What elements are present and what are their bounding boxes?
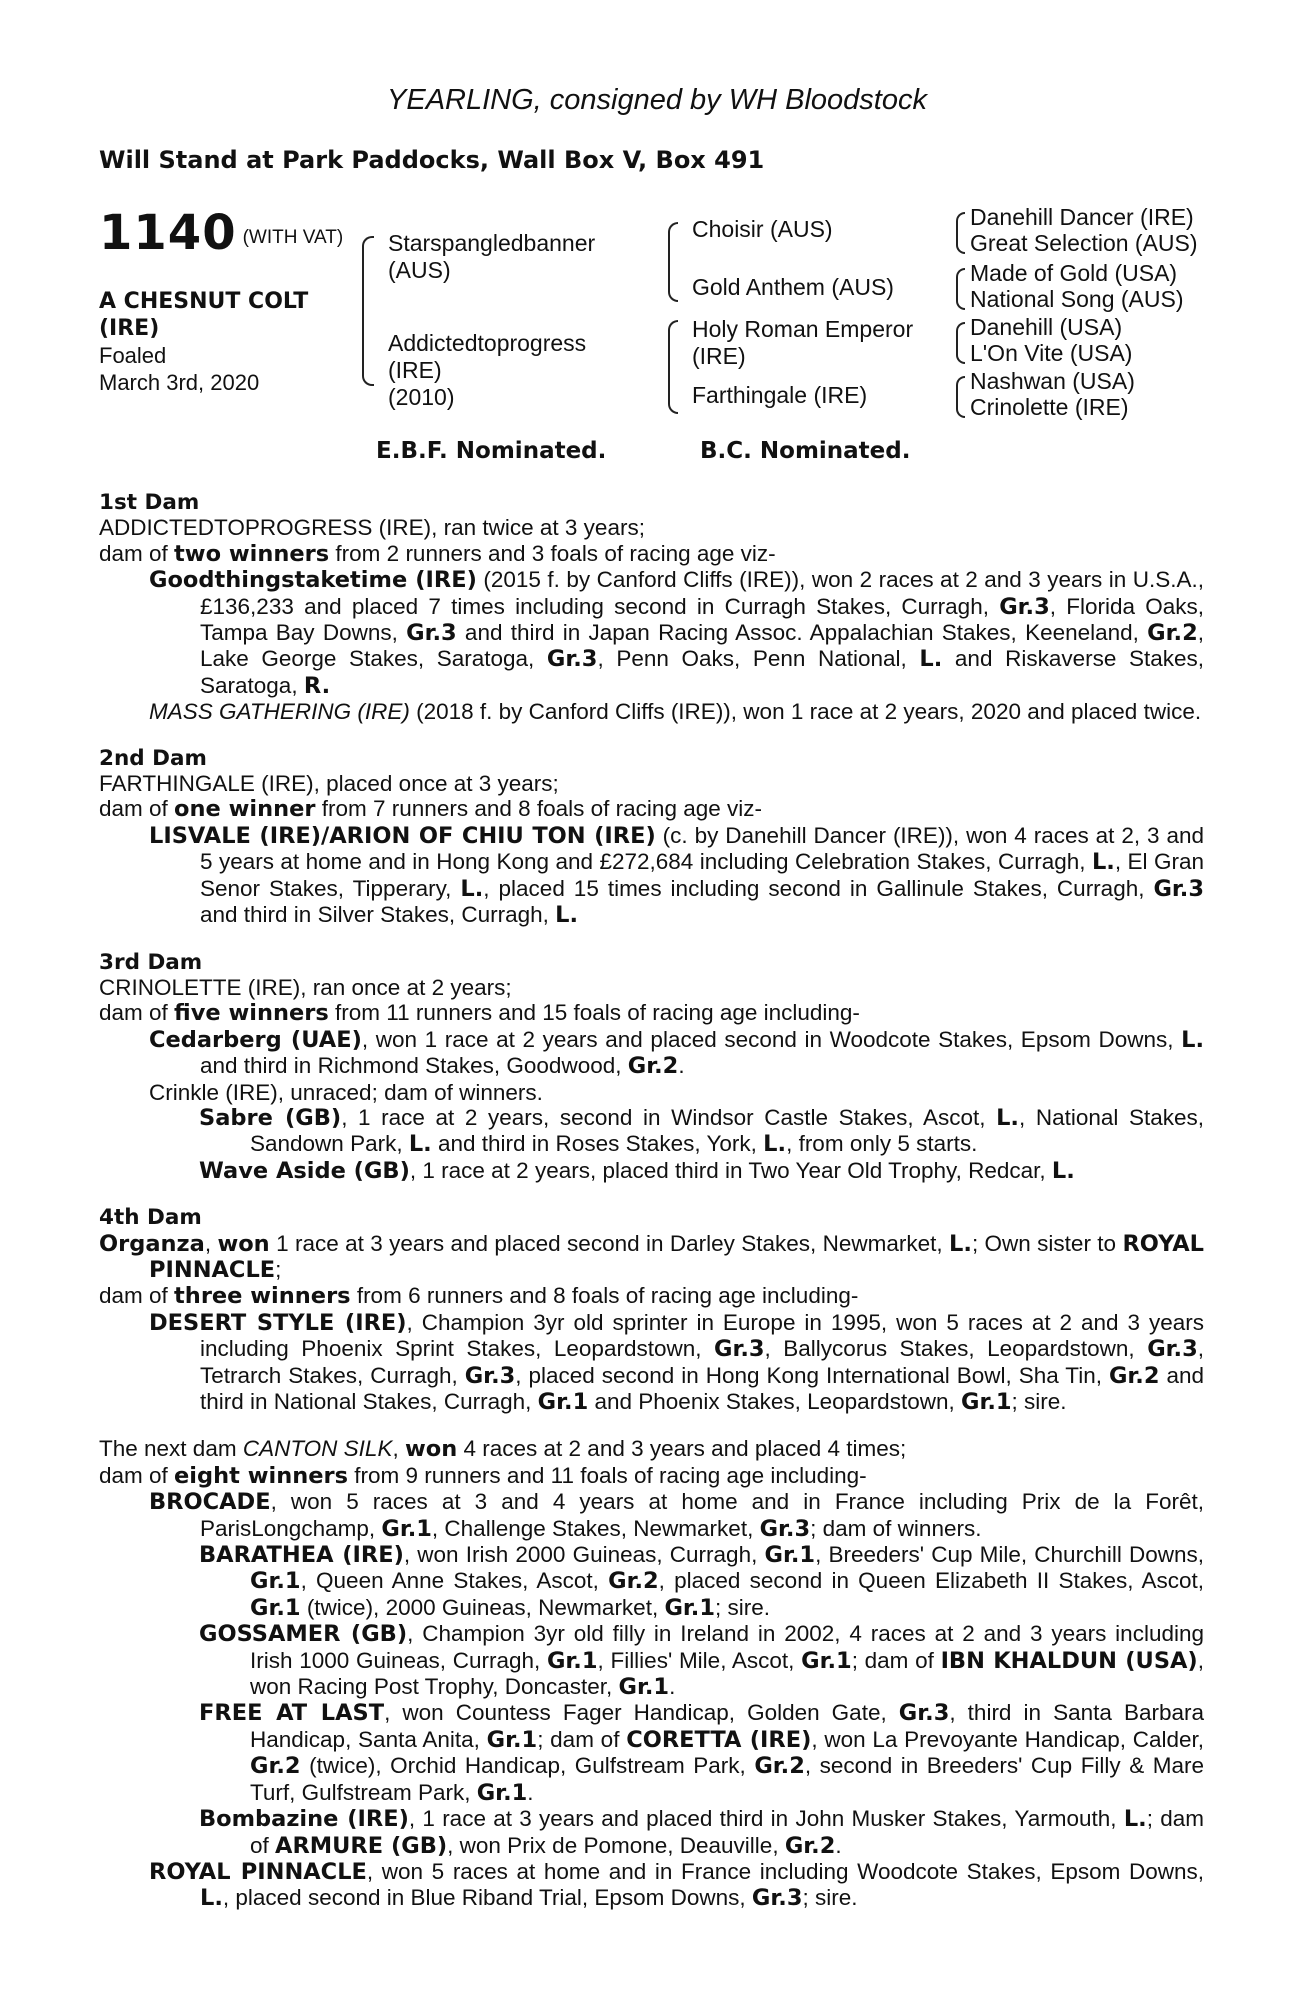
dam-record (99, 490, 1204, 1933)
g3-brace-1 (956, 212, 965, 254)
dam-dam: Farthingale (IRE) (692, 382, 868, 408)
dam-line: FARTHINGALE (IRE), placed once at 3 years; (99, 771, 559, 797)
dam-of-line: dam of two winners from 2 runners and 3 foals of racing age viz- (99, 540, 776, 567)
vat-note: (WITH VAT) (242, 227, 344, 248)
g3-brace-2 (956, 268, 965, 310)
second-dam-section (99, 746, 1204, 929)
dam-sire: Holy Roman Emperor (IRE) (692, 316, 914, 369)
g3-4: National Song (AUS) (970, 286, 1184, 312)
dam-line: Organza, won 1 race at 3 years and placed second in Darley Stakes, Newmarket, L.; Own sister to ROYAL PINNACLE; (99, 1230, 1204, 1283)
grand-progeny-entry: Bombazine (IRE), 1 race at 3 years and placed third in John Musker Stakes, Yarmouth, L.; dam of ARMURE (GB), won Prix de Pomone, Deauville, Gr.2. (199, 1806, 1204, 1859)
lot-description (99, 288, 359, 396)
sire-dam: Gold Anthem (AUS) (692, 274, 894, 300)
ebf-nominated: E.B.F. Nominated. (376, 438, 607, 464)
g3-2: Great Selection (AUS) (970, 230, 1198, 256)
g3-1: Danehill Dancer (IRE) (970, 204, 1194, 230)
progeny-entry: Crinkle (IRE), unraced; dam of winners. (149, 1079, 543, 1105)
grand-progeny-entry: BARATHEA (IRE), won Irish 2000 Guineas, Curragh, Gr.1, Breeders' Cup Mile, Churchill Downs, Gr.1, Queen Anne Stakes, Ascot, Gr.2, placed second in Queen Elizabeth II Stakes, Ascot, Gr.1 (twice), 2000 Guineas, Newmarket, Gr.1; sire. (199, 1542, 1205, 1621)
grand-progeny-entry: Wave Aside (GB), 1 race at 2 years, placed third in Two Year Old Trophy, Redcar, L. (199, 1157, 1075, 1184)
bc-nominated: B.C. Nominated. (700, 438, 911, 464)
g3-6: L'On Vite (USA) (970, 340, 1133, 366)
progeny-entry: ROYAL PINNACLE, won 5 races at home and in France including Woodcote Stakes, Epsom Downs, L., placed second in Blue Riband Trial, Epsom Downs, Gr.3; sire. (149, 1858, 1204, 1912)
grand-progeny-entry: FREE AT LAST, won Countess Fager Handicap, Golden Gate, Gr.3, third in Santa Barbara Handicap, Santa Anita, Gr.1; dam of CORETTA (IRE), won La Prevoyante Handicap, Calder, Gr.2 (twice), Orchid Handicap, Gulfstream Park, Gr.2, second in Breeders' Cup Filly & Mare Turf, Gulfstream Park, Gr.1. (199, 1700, 1205, 1806)
page-title: YEARLING, consigned by WH Bloodstock (387, 84, 927, 116)
third-dam-section (99, 950, 1204, 1185)
g3-5: Danehill (USA) (970, 314, 1123, 340)
sire-parents-brace (668, 222, 678, 302)
section-heading: 1st Dam (99, 490, 200, 515)
progeny-entry: Goodthingstaketime (IRE) (2015 f. by Canford Cliffs (IRE)), won 2 races at 2 and 3 years in U.S.A., £136,233 and placed 7 times including second in Curragh Stakes, Curragh, Gr.3, Florida Oaks, Tampa Bay Downs, Gr.3 and third in Japan Racing Assoc. Appalachian Stakes, Keeneland, Gr.2, Lake George Stakes, Saratoga, Gr.3, Penn Oaks, Penn National, L. and Riskaverse Stakes, Saratoga, R. (149, 567, 1204, 699)
g3-brace-3 (956, 322, 965, 364)
grand-progeny-entry: GOSSAMER (GB), Champion 3yr old filly in Ireland in 2002, 4 races at 2 and 3 years including Irish 1000 Guineas, Curragh, Gr.1, Fillies' Mile, Ascot, Gr.1; dam of IBN KHALDUN (USA), won Racing Post Trophy, Doncaster, Gr.1. (199, 1621, 1204, 1701)
section-heading: 2nd Dam (99, 745, 207, 771)
dam-line: CRINOLETTE (IRE), ran once at 2 years; (99, 974, 512, 1000)
g3-3: Made of Gold (USA) (970, 260, 1178, 286)
progeny-entry: MASS GATHERING (IRE) (2018 f. by Canford Cliffs (IRE)), won 1 race at 2 years, 2020 and placed twice. (149, 699, 1202, 725)
dam-of-line: dam of five winners from 11 runners and 15 foals of racing age including- (99, 1000, 860, 1027)
colt-description: A CHESNUT COLT (99, 289, 309, 314)
section-heading: 3rd Dam (99, 949, 203, 975)
stand-location: Will Stand at Park Paddocks, Wall Box V, Box 491 (99, 146, 765, 174)
dam-name: Addictedtoprogress (IRE) (2010) (388, 330, 587, 410)
dam-parents-brace (668, 320, 678, 414)
next-dam-section (99, 1436, 1204, 1911)
fourth-dam-section (99, 1205, 1204, 1415)
progeny-entry: DESERT STYLE (IRE), Champion 3yr old sprinter in Europe in 1995, won 5 races at 2 and 3 years including Phoenix Sprint Stakes, Leopardstown, Gr.3, Ballycorus Stakes, Leopardstown, Gr.3, Tetrarch Stakes, Curragh, Gr.3, placed second in Hong Kong International Bowl, Sha Tin, Gr.2 and third in National Stakes, Curragh, Gr.1 and Phoenix Stakes, Leopardstown, Gr.1; sire. (149, 1309, 1205, 1415)
dam-line: ADDICTEDTOPROGRESS (IRE), ran twice at 3 years; (99, 515, 645, 541)
sire-brace (362, 236, 374, 386)
dam-of-line: dam of eight winners from 9 runners and 11 foals of racing age including- (99, 1462, 867, 1489)
dam-of-line: dam of three winners from 6 runners and 8 foals of racing age including- (99, 1283, 859, 1310)
colt-country: (IRE) (99, 316, 160, 341)
dam-of-line: dam of one winner from 7 runners and 8 foals of racing age viz- (99, 796, 762, 823)
lot-number: 1140 (99, 205, 237, 261)
grand-progeny-entry: Sabre (GB), 1 race at 2 years, second in Windsor Castle Stakes, Ascot, L., National Stakes, Sandown Park, L. and third in Roses Stakes, York, L., from only 5 starts. (199, 1104, 1205, 1158)
sire-sire: Choisir (AUS) (692, 216, 833, 242)
g3-brace-4 (956, 376, 965, 418)
foaled-label: Foaled (99, 343, 167, 368)
first-dam-section (99, 490, 1204, 725)
progeny-entry: LISVALE (IRE)/ARION OF CHIU TON (IRE) (c. by Danehill Dancer (IRE)), won 4 races at 2, 3 and 5 years at home and in Hong Kong and £272,684 including Celebration Stakes, Curragh, L., El Gran Senor Stakes, Tipperary, L., placed 15 times including second in Gallinule Stakes, Curragh, Gr.3 and third in Silver Stakes, Curragh, L. (149, 822, 1205, 929)
progeny-entry: Cedarberg (UAE), won 1 race at 2 years and placed second in Woodcote Stakes, Epsom Downs, L. and third in Richmond Stakes, Goodwood, Gr.2. (149, 1026, 1204, 1080)
foaled-date: March 3rd, 2020 (99, 370, 260, 395)
lot-header (99, 205, 343, 261)
dam-line: The next dam CANTON SILK, won 4 races at 2 and 3 years and placed 4 times; (99, 1436, 907, 1463)
section-heading: 4th Dam (99, 1205, 202, 1231)
g3-7: Nashwan (USA) (970, 368, 1135, 394)
g3-8: Crinolette (IRE) (970, 394, 1129, 420)
sire-name: Starspangledbanner (AUS) (388, 230, 596, 283)
progeny-entry: BROCADE, won 5 races at 3 and 4 years at home and in France including Prix de la Forêt, ParisLongchamp, Gr.1, Challenge Stakes, Newmarket, Gr.3; dam of winners. (149, 1489, 1204, 1542)
